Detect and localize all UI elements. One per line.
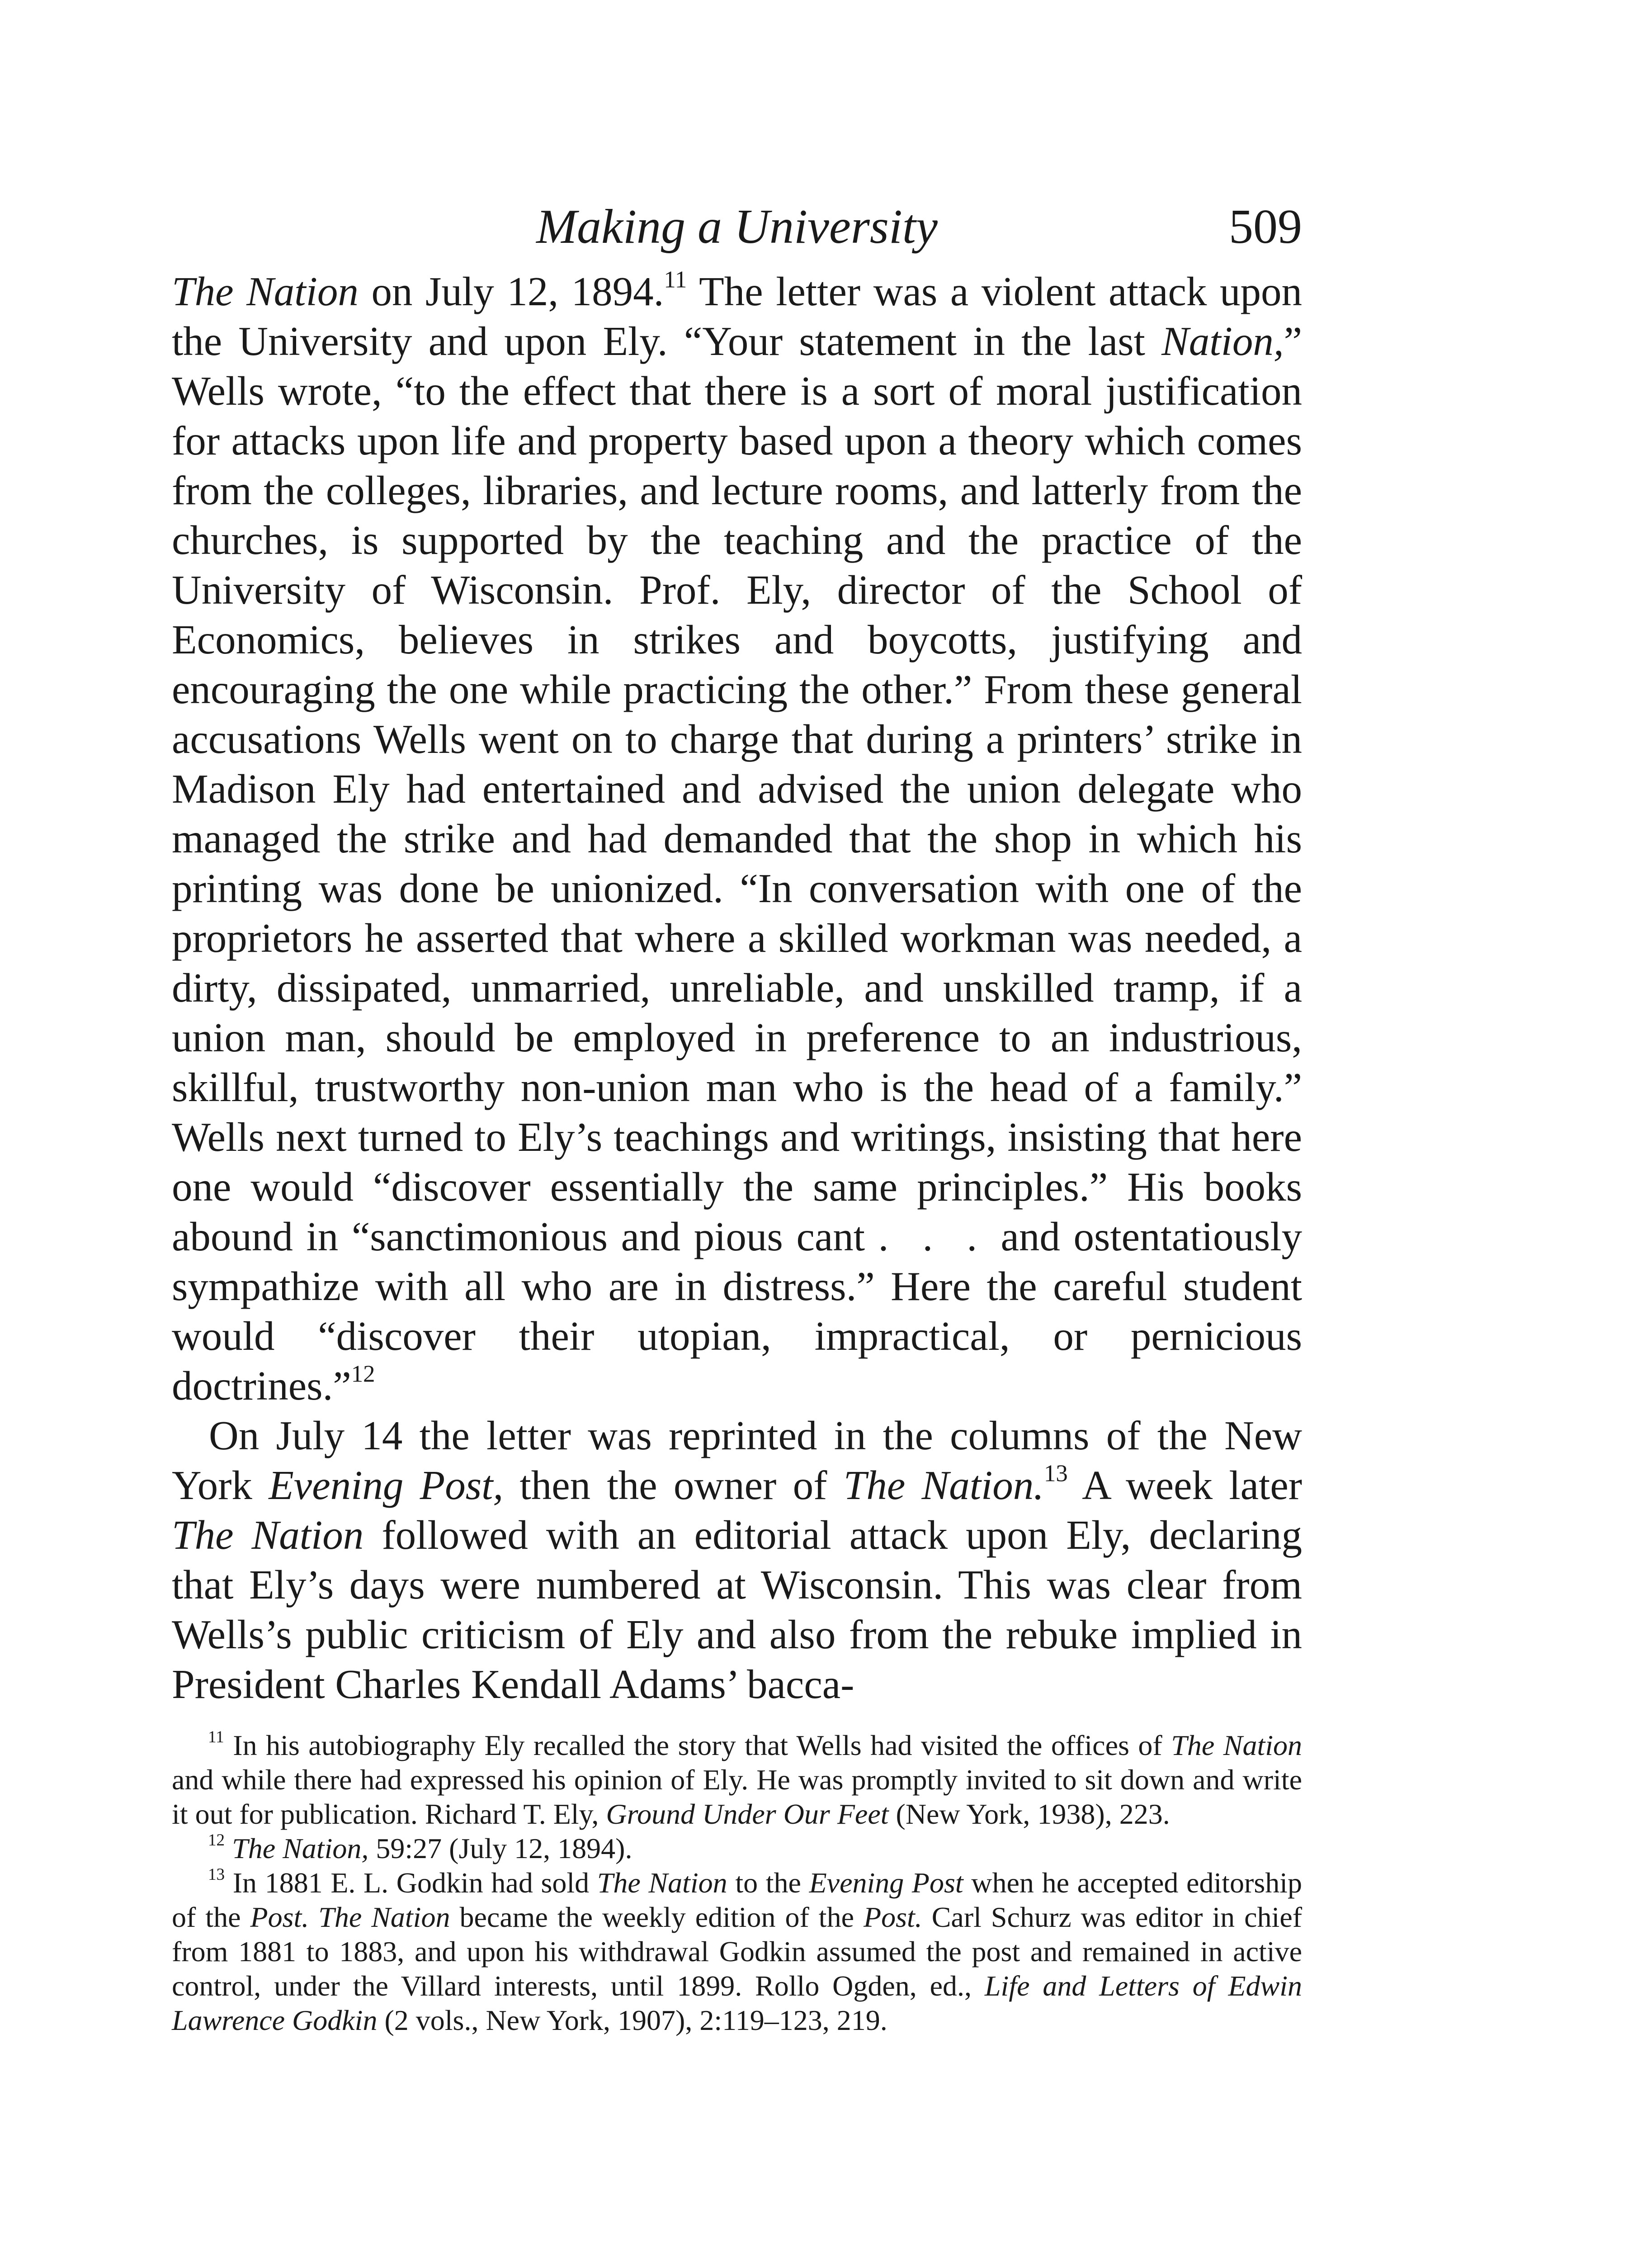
footnote-number: 13 (208, 1865, 225, 1884)
italic-title: The Nation, (232, 1832, 369, 1864)
italic-title: Evening Post, (269, 1462, 504, 1508)
text-run: and while there had expressed his opinion of Ely. He was promptly invited to sit down and write it out for publication. Richard T. Ely, (172, 1764, 1302, 1830)
footnote-number: 11 (208, 1728, 224, 1747)
body-text (172, 267, 1302, 1709)
footnote-number: 12 (208, 1831, 225, 1850)
italic-title: The Nation (1171, 1729, 1303, 1761)
italic-title: The Nation (318, 1901, 450, 1933)
book-page (172, 199, 1302, 2038)
text-run: On July 14 the letter was reprinted in the columns of the New York (172, 1413, 1302, 1508)
ellipsis: . . . (878, 1214, 987, 1259)
text-run: and ostentatiously sympathize with all who are in distress.” Here the careful student would “discover their utopian, impractical, or pernicious doctrines.” (172, 1214, 1303, 1409)
running-title: Making a University (536, 200, 938, 254)
italic-title: The Nation (172, 1512, 364, 1558)
footnote-ref-11: 11 (664, 266, 687, 293)
text-run: In 1881 E. L. Godkin had sold (225, 1867, 597, 1899)
footnote-ref-13: 13 (1044, 1460, 1068, 1487)
text-run: Carl Schurz was editor in chief from 1881 to 1883, and upon his withdrawal Godkin assumed the post and remained in active control, under the Villard interests, until 1899. Rollo Ogden, ed., (172, 1901, 1303, 2002)
paragraph-2 (172, 1411, 1302, 1709)
italic-title: The Nation (597, 1867, 727, 1899)
page-number: 509 (1229, 200, 1302, 254)
italic-title: The Nation (172, 269, 359, 314)
footnote-ref-12: 12 (351, 1361, 375, 1387)
text-run: 59:27 (July 12, 1894). (368, 1832, 632, 1864)
text-run: then the owner of (503, 1462, 844, 1508)
italic-title: The Nation. (843, 1462, 1044, 1508)
footnote-11 (172, 1728, 1302, 1831)
text-run: ” Wells wrote, “to the effect that there is a sort of moral justification for attacks upon life and property based upon a theory which comes from the colleges, libraries, and lecture rooms, and latterly from the churches, is supported by the teaching and the practice of the University of Wisconsin. Prof. Ely, director of the School of Economics, believes in strikes and boycotts, justifying and encouraging the one while practicing the other.” From these general accusations Wells went on to charge that during a printers’ strike in Madison Ely had entertained and advised the union delegate who managed the strike and had demanded that the shop in which his printing was done be unionized. “In conversation with one of the proprietors he asserted that where a skilled workman was needed, a dirty, dissipated, unmarried, unreliable, and unskilled tramp, if a union man, should be employed in preference to an industrious, skillful, trustworthy non-union man who is the head of a family.” Wells next turned to Ely’s teachings and writings, insisting that here one would “discover essentially the same principles.” His books abound in “sanctimonious and pious cant (172, 318, 1302, 1259)
paragraph-1 (172, 267, 1302, 1411)
text-run: (2 vols., New York, 1907), 2:119–123, 219. (377, 2004, 887, 2036)
italic-title: Nation, (1161, 318, 1284, 364)
italic-title: Life and Letters of Edwin Lawrence Godkin (172, 1970, 1303, 2036)
italic-title: Post. (250, 1901, 309, 1933)
text-run: when he accepted editorship of the (172, 1867, 1303, 1933)
footnotes (172, 1728, 1302, 2038)
text-run (309, 1901, 318, 1933)
text-run: on July 12, 1894. (358, 269, 664, 314)
running-head (172, 199, 1302, 267)
text-run: The letter was a violent attack upon the University and upon Ely. “Your statement in the last (172, 269, 1303, 364)
text-run: A week later (1067, 1462, 1303, 1508)
text-run: to the (727, 1867, 809, 1899)
text-run: followed with an editorial attack upon Ely, declaring that Ely’s days were numbered at Wisconsin. This was clear from Wells’s public criticism of Ely and also from the rebuke implied in President Charles Kendall Adams’ bacca- (172, 1512, 1302, 1707)
italic-title: Ground Under Our Feet (606, 1798, 889, 1830)
text-run: In his autobiography Ely recalled the story that Wells had visited the offices of (224, 1729, 1171, 1761)
footnote-12 (172, 1831, 1302, 1866)
text-run: (New York, 1938), 223. (888, 1798, 1170, 1830)
italic-title: Evening Post (809, 1867, 963, 1899)
text-run (225, 1832, 232, 1864)
text-run: became the weekly edition of the (450, 1901, 864, 1933)
italic-title: Post. (863, 1901, 922, 1933)
footnote-13 (172, 1866, 1302, 2038)
